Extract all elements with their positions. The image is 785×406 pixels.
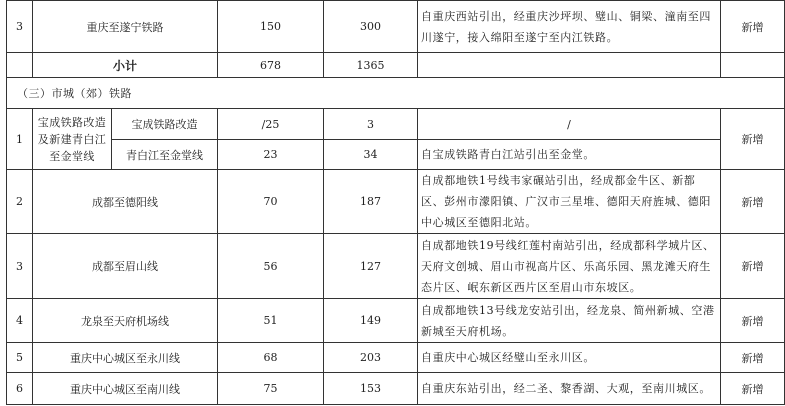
row-number: 1	[7, 109, 33, 170]
subtotal-value-1: 678	[218, 53, 324, 78]
length-value-1: 56	[218, 234, 324, 299]
empty-cell	[418, 53, 721, 78]
length-value-1: 23	[218, 140, 324, 170]
length-value-1: 75	[218, 373, 324, 405]
status-cell: 新增	[721, 234, 785, 299]
line-name: 重庆至遂宁铁路	[33, 1, 218, 53]
length-value-1: /25	[218, 109, 324, 140]
route-description: 自宝成铁路青白江站引出至金堂。	[418, 140, 721, 170]
route-description: 自重庆西站引出，经重庆沙坪坝、璧山、铜梁、潼南至四川遂宁，接入绵阳至遂宁至内江铁路。	[418, 1, 721, 53]
status-cell: 新增	[721, 109, 785, 170]
status-cell: 新增	[721, 1, 785, 53]
line-name: 龙泉至天府机场线	[33, 299, 218, 343]
route-description: 自重庆东站引出，经二圣、黎香湖、大观，至南川城区。	[418, 373, 721, 405]
length-value-1: 68	[218, 343, 324, 373]
route-description: 自成都地铁13号线龙安站引出，经龙泉、简州新城、空港新城至天府机场。	[418, 299, 721, 343]
table-row	[7, 234, 785, 299]
status-cell: 新增	[721, 373, 785, 405]
row-number: 5	[7, 343, 33, 373]
route-description: /	[418, 109, 721, 140]
line-name: 重庆中心城区至永川线	[33, 343, 218, 373]
route-description: 自成都地铁19号线红莲村南站引出，经成都科学城片区、天府文创城、眉山市视高片区、乐高乐园、黑龙滩天府生态片区、岷东新区西片区至眉山市东坡区。	[418, 234, 721, 299]
table-row	[7, 373, 785, 405]
row-number: 3	[7, 1, 33, 53]
length-value-2: 300	[324, 1, 418, 53]
table-row	[7, 343, 785, 373]
empty-cell	[721, 53, 785, 78]
subtotal-row	[7, 53, 785, 78]
status-cell: 新增	[721, 299, 785, 343]
row-number: 2	[7, 170, 33, 234]
status-cell: 新增	[721, 343, 785, 373]
line-name: 成都至德阳线	[33, 170, 218, 234]
length-value-2: 153	[324, 373, 418, 405]
length-value-2: 203	[324, 343, 418, 373]
section-row	[7, 78, 785, 109]
status-cell: 新增	[721, 170, 785, 234]
route-description: 自重庆中心城区经璧山至永川区。	[418, 343, 721, 373]
length-value-2: 3	[324, 109, 418, 140]
length-value-2: 127	[324, 234, 418, 299]
table-row	[7, 1, 785, 53]
line-name: 青白江至金堂线	[112, 140, 218, 170]
subtotal-value-2: 1365	[324, 53, 418, 78]
line-name: 重庆中心城区至南川线	[33, 373, 218, 405]
subtotal-label: 小计	[33, 53, 218, 78]
length-value-2: 34	[324, 140, 418, 170]
length-value-1: 70	[218, 170, 324, 234]
section-title: （三）市城（郊）铁路	[7, 78, 785, 109]
table-row	[7, 299, 785, 343]
row-number: 4	[7, 299, 33, 343]
row-number: 3	[7, 234, 33, 299]
route-description: 自成都地铁1号线韦家碾站引出，经成都金牛区、新都区、彭州市濛阳镇、广汉市三星堆、德阳天府旌城、德阳中心城区至德阳北站。	[418, 170, 721, 234]
table-row	[7, 170, 785, 234]
length-value-2: 149	[324, 299, 418, 343]
length-value-1: 51	[218, 299, 324, 343]
line-group-name: 宝成铁路改造及新建青白江至金堂线	[33, 109, 112, 170]
railway-table	[6, 0, 785, 405]
length-value-1: 150	[218, 1, 324, 53]
row-number: 6	[7, 373, 33, 405]
table-row	[7, 109, 785, 140]
line-name: 宝成铁路改造	[112, 109, 218, 140]
length-value-2: 187	[324, 170, 418, 234]
line-name: 成都至眉山线	[33, 234, 218, 299]
empty-cell	[7, 53, 33, 78]
table-row	[7, 140, 785, 170]
